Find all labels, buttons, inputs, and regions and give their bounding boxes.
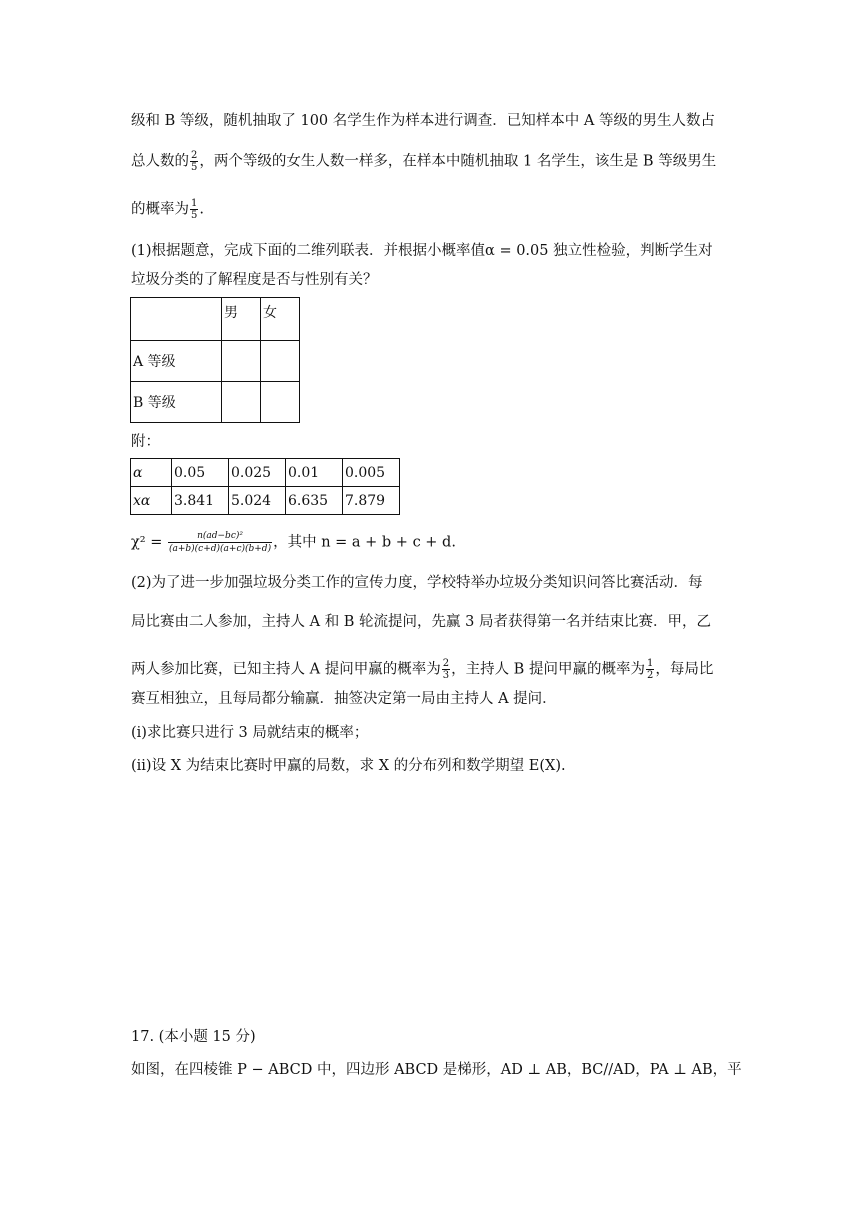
question-2-line-3-pre: 两人参加比赛，已知主持人 A 提问甲赢的概率为 — [131, 661, 441, 678]
table-row — [131, 382, 300, 423]
fraction-numerator: n(ad−bc)² — [168, 530, 272, 543]
chi-square-formula — [131, 530, 456, 555]
question-2-line-3-post: ，每局比 — [655, 661, 714, 678]
fraction-one-fifth — [190, 198, 198, 221]
fraction-denominator: (a+b)(c+d)(a+c)(b+d) — [168, 544, 272, 554]
fraction-denominator: 2 — [646, 670, 654, 681]
intro-line-2 — [131, 150, 716, 173]
row-label: B 等级 — [131, 382, 222, 423]
fraction-one-half — [646, 658, 654, 681]
formula-tail: ，其中 n = a + b + c + d. — [273, 534, 456, 551]
fraction-denominator: 3 — [442, 670, 450, 681]
question-2-line-2: 局比赛由二人参加，主持人 A 和 B 轮流提问，先赢 3 局者获得第一名并结束比赛．甲，乙 — [131, 614, 712, 630]
table-cell-male — [222, 341, 261, 382]
question-1-line-1: (1)根据题意，完成下面的二维列联表．并根据小概率值α = 0.05 独立性检验，判断学生对 — [131, 243, 713, 259]
table-cell: 0.025 — [229, 459, 286, 487]
table-row — [131, 487, 400, 515]
intro-line-2-pre: 总人数的 — [131, 153, 189, 170]
intro-line-1: 级和 B 等级，随机抽取了 100 名学生作为样本进行调查．已知样本中 A 等级的男生人数占 — [131, 113, 715, 129]
table-cell: 6.635 — [286, 487, 343, 515]
table-header-row — [131, 298, 300, 341]
fraction-numerator: 2 — [191, 150, 198, 161]
question-2-line-3-mid: ，主持人 B 提问甲赢的概率为 — [451, 661, 645, 678]
table-cell: 3.841 — [172, 487, 229, 515]
fraction-numerator: 1 — [191, 198, 198, 209]
table-cell: 0.05 — [172, 459, 229, 487]
table-cell: 7.879 — [343, 487, 400, 515]
table-header-cell: 女 — [261, 298, 300, 341]
table-cell: α — [131, 459, 172, 487]
question-17-header: 17. (本小题 15 分) — [131, 1029, 256, 1045]
question-2-sub-ii: (ii)设 X 为结束比赛时甲赢的局数，求 X 的分布列和数学期望 E(X). — [131, 758, 566, 774]
fraction-numerator: 2 — [442, 658, 450, 669]
table-cell-male — [222, 382, 261, 423]
table-row — [131, 459, 400, 487]
table-header-cell — [131, 298, 222, 341]
formula-lhs: χ² = — [131, 534, 163, 551]
fraction-denominator: 5 — [191, 162, 198, 173]
formula-fraction — [168, 530, 272, 555]
intro-line-3-post: . — [199, 201, 204, 218]
table-cell: 0.01 — [286, 459, 343, 487]
critical-value-table — [130, 458, 400, 515]
question-2-line-3 — [131, 658, 713, 681]
question-1-line-2: 垃圾分类的了解程度是否与性别有关？ — [131, 272, 378, 288]
question-17-line-1: 如图，在四棱锥 P − ABCD 中，四边形 ABCD 是梯形，AD ⊥ AB，BC//AD，PA ⊥ AB，平 — [131, 1062, 742, 1078]
fraction-two-thirds — [442, 658, 450, 681]
intro-line-2-post: ，两个等级的女生人数一样多，在样本中随机抽取 1 名学生，该生是 B 等级男生 — [199, 153, 717, 170]
table-cell-female — [261, 382, 300, 423]
contingency-table — [130, 297, 300, 423]
appendix-label: 附： — [131, 434, 160, 450]
table-cell: xα — [131, 487, 172, 515]
table-cell: 0.005 — [343, 459, 400, 487]
fraction-numerator: 1 — [646, 658, 654, 669]
row-label: A 等级 — [131, 341, 222, 382]
table-header-cell: 男 — [222, 298, 261, 341]
intro-line-3 — [131, 198, 204, 221]
table-row — [131, 341, 300, 382]
table-cell: 5.024 — [229, 487, 286, 515]
intro-line-3-pre: 的概率为 — [131, 201, 189, 218]
question-2-line-1: (2)为了进一步加强垃圾分类工作的宣传力度，学校特举办垃圾分类知识问答比赛活动．每 — [131, 575, 703, 591]
table-cell-female — [261, 341, 300, 382]
fraction-denominator: 5 — [191, 210, 198, 221]
question-2-line-4: 赛互相独立，且每局都分输赢．抽签决定第一局由主持人 A 提问． — [131, 691, 557, 707]
fraction-two-fifths — [190, 150, 198, 173]
question-2-sub-i: (i)求比赛只进行 3 局就结束的概率； — [131, 725, 369, 741]
